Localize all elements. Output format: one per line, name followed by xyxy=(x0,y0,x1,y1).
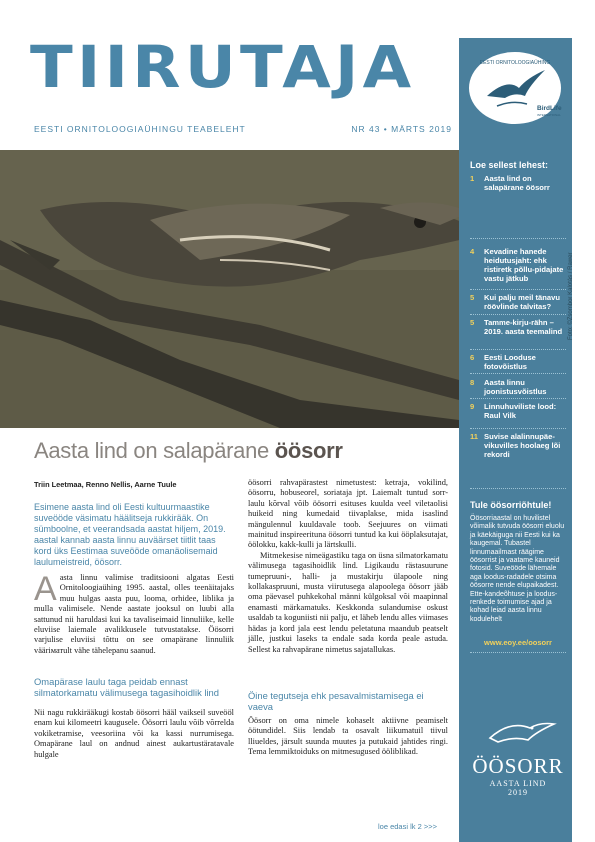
issue-info: NR 43 • MÄRTS 2019 xyxy=(351,124,452,134)
toc-page-number: 4 xyxy=(470,247,475,256)
toc-divider xyxy=(470,349,566,350)
headline-light: Aasta lind on salapärane xyxy=(34,438,275,463)
bird-name: ÖÖSORR xyxy=(472,754,564,778)
eoy-logo xyxy=(467,48,564,128)
toc-item-label: Tamme-kirju-rähn – 2019. aasta teemalind xyxy=(484,318,563,336)
paragraph-text: Mitmekesise nimeägastiku taga on üsna silmatorkamatu välimusega tagasihoidlik lind. Ligikaudu rästasuurune tumepruuni-, halli- ja mustakirju ülapoole ning kollakaspruuni, musta viirutusega alapoolega öösorr jääb oma päevasel puhkekohal männi külgoksal või maapinnal enamasti märkamatuks. Keskkonda sulandumise oskust usaldab ta koguniisti nii palju, et läheb lendu alles viimases hädas ja kord jala eest lendu peletatuna maandub peatselt jälle, justkui laseks ta endale sada korda peale astuda. Sellest ka rahvapärane nimetus sajatallukas. xyxy=(248,550,448,654)
toc-divider xyxy=(470,398,566,399)
toc-page-number: 6 xyxy=(470,353,475,362)
article-subheading: Omapärase laulu taga peidab ennast silmatorkamatu välimusega tagasihoidlik lind xyxy=(34,676,219,698)
article-paragraph xyxy=(34,570,234,656)
toc-page-number: 1 xyxy=(470,174,475,183)
paragraph-text: asta linnu valimise traditsiooni algatas Eesti Ornitoloogiaühing 1995. aastal, olles teenäitajaks muu hulgas aasta puu, looma, orhidee, liblika ja mulla valimisele. Nende aastate jooksul on luubi alla sattunud nii haruldasi kui ka tavaliseimaid linnuliike, kelle eluviise laiemale avalikkusele tutvustatakse. Öösorri varjulise eluviisi tõttu on see omapärane linnuliik vääriматult vähe tähelepanu saanud. xyxy=(34,573,234,655)
masthead-title: TIIRUTAJA xyxy=(30,33,416,101)
toc-page-number: 8 xyxy=(470,378,475,387)
article-lede: Esimene aasta lind oli Eesti kultuurmaastike suveööde väsimatu häälitseja rukkirääk. On sümboolne, et veerandsada aastat hiljem, 2019. aastal kannab aasta linnu auväärset tiitlit taas kord üks Eestimaa suveööde omanäolisemaid laulumeistreid, öösorr. xyxy=(34,502,226,567)
toc-divider xyxy=(470,289,566,290)
article-headline xyxy=(34,438,343,464)
toc-divider xyxy=(470,314,566,315)
callout-divider xyxy=(470,652,566,653)
paragraph-text: öösorri rahvapärastest nimetustest: ketraja, vokilind, öösorru, hobuseorel, soriataja jpt. Laiemalt tuntud sorr-laulu kõrval võib öösorri esituses kuulda veel viletaolisi huikeid ning kumedaid tiivaplakse, mida isaslind mängulennul kuuldavale toob. Seejuures on viimati mainitud inspireerituna öösorri tuntud ka kui ööplaksutajat, öölokku, kakk-kulli ja lärtskulli. xyxy=(248,478,448,550)
photo-credit: Foto: ©Zsombor Kalotás / Rawer xyxy=(568,252,574,340)
toc-item-label: Linnuhuviliste lood: Raul Vilk xyxy=(484,402,557,420)
continue-link[interactable]: loe edasi lk 2 >>> xyxy=(378,822,438,831)
logo-partner-sub: INTERNATIONAL xyxy=(537,113,561,117)
toc-item-label: Aasta linnu joonistusvõistlus xyxy=(484,378,547,396)
toc-divider xyxy=(470,428,566,429)
toc-page-number: 11 xyxy=(470,432,479,441)
callout-title: Tule öösorriõhtule! xyxy=(470,500,552,510)
toc-title: Loe sellest lehest: xyxy=(470,160,549,170)
bird-of-year-label: AASTA LIND xyxy=(489,779,547,788)
masthead-subtitle: EESTI ORNITOLOOGIAÜHINGU TEABELEHT xyxy=(34,124,246,134)
nightjar-photo xyxy=(0,150,459,428)
logo-partner: BirdLife xyxy=(537,105,562,112)
toc-item-label: Eesti Looduse fotovõistlus xyxy=(484,353,536,371)
article-paragraph xyxy=(248,478,448,655)
toc-divider xyxy=(470,238,566,239)
article-paragraph: Nii nagu rukkirääkugi kostab öösorri hääl vaikseil suveööl enam kui kilomeetri kaugusele. Öösorri laulu võib võrrelda vokiketramise, veesoriina või ka kassi nurrumisega. Omapärane laul on andnud ainest aukartustäratavale hulgale xyxy=(34,708,234,759)
toc-item-label: Kevadine hanede heidutusjaht: ehk ristiretk põllu-pidajate vastu jätkub xyxy=(484,247,564,283)
article-paragraph: Öösorr on oma nimele kohaselt aktiivne peamiselt öötundidel. Siis lendab ta osavalt liikumatuil tiivul lliueldes, järsult suunda muutes ja putukaid jahtides ringi. Tema lemmiktoiduks on mitmesugused ööliblikad. xyxy=(248,716,448,757)
toc-item-label: Suvise alalinnupäe-vikuvilles hoolaeg lõi rekordi xyxy=(484,432,561,459)
toc-item-label: Kui palju meil tänavu röövlinde talvitas? xyxy=(484,293,560,311)
toc-divider xyxy=(470,373,566,374)
headline-bold: öösorr xyxy=(274,438,343,463)
toc-page-number: 5 xyxy=(470,318,475,327)
toc-item-label: Aasta lind on salapärane öösorr xyxy=(484,174,550,192)
callout-link[interactable]: www.eoy.ee/oosorr xyxy=(484,638,552,647)
callout-body: Öösorriaastal on huvilistel võimalik tutvuda öösorri eluolu ja käekäiguga nii Eesti kui ka kaugemal. Tubastel linnumaailmast räägime öösorrist ja vaatame kauneid fotosid. Suveööde lähemale aga loodus-radadele otsima öösorre nende elupaikadest. Ette-kandeõhtuse ja loodus-renkede toimumise ajad ja kohad leiad aasta linnu kodulehelt xyxy=(470,515,565,623)
logo-org-text: EESTI ORNITOLOOGIAÜHING xyxy=(479,60,551,66)
nightjar-icon xyxy=(470,710,566,750)
bird-of-year-year: 2019 xyxy=(508,788,528,797)
drop-cap: A xyxy=(34,570,57,608)
toc-page-number: 9 xyxy=(470,402,475,411)
bird-of-year-badge xyxy=(470,710,566,797)
toc-divider xyxy=(470,488,566,489)
article-authors: Triin Leetmaa, Renno Nellis, Aarne Tuule xyxy=(34,480,177,489)
article-subheading: Öine tegutseja ehk pesavalmistamisega ei vaeva xyxy=(248,690,424,712)
toc-page-number: 5 xyxy=(470,293,475,302)
